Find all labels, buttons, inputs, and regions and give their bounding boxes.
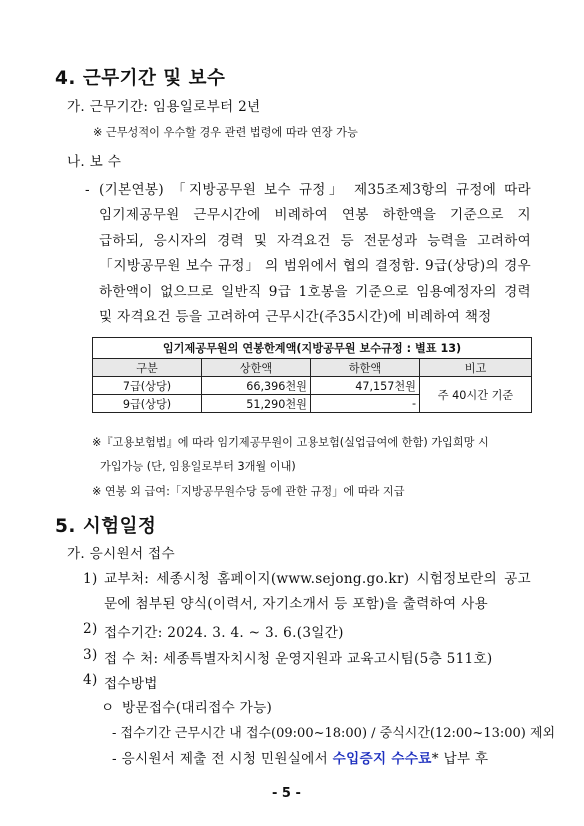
upper-cell: 51,290천원 [202,395,311,413]
grade-cell: 7급(상당) [93,377,202,395]
pay-line: 「지방공무원 보수 규정」 의 범위에서 협의 결정함. 9급(상당)의 경우 [99,258,531,275]
reception-hours: - 접수기간 근무시간 내 접수(09:00~18:00) / 중식시간(12:00~13:00) 제외 [112,726,556,741]
application-label: 가. 응시원서 접수 [67,546,175,562]
work-period-note: ※ 근무성적이 우수할 경우 관련 법령에 따라 연장 가능 [93,126,358,139]
allowance-note: ※ 연봉 외 급여:「지방공무원수당 등에 관한 규정」에 따라 지급 [92,485,405,498]
pay-dash: - [85,182,90,198]
method-bullet: ㅇ [101,700,115,716]
distribution-item [104,567,531,618]
pay-line: 급하되, 응시자의 경력 및 자격요건 등 전문성과 능력을 고려하여 [99,232,531,249]
pay-line: 및 자격요건 등을 고려하여 근무시간(주35시간)에 비례하여 책정 [99,308,492,325]
item-number: 1) [83,571,98,587]
pay-line: (기본연봉) 「지방공무원 보수 규정」 제35조제3항의 규정에 따라 [99,182,531,198]
item-number: 2) [83,621,98,637]
table-header: 상한액 [202,359,311,377]
fee-prefix: - 응시원서 제출 전 시청 민원실에서 [112,751,329,767]
insurance-note-cont: 가입가능 (단, 임용일로부터 3개월 이내) [100,460,296,473]
salary-table-caption: 임기제공무원의 연봉한계액(지방공무원 보수규정 : 별표 13) [93,338,532,359]
salary-table [92,337,532,413]
distribution-line: 문에 첨부된 양식(이력서, 자기소개서 등 포함)을 출력하여 사용 [104,596,488,613]
item-number: 3) [83,647,98,663]
reception-place: 접 수 처: 세종특별자치시청 운영지원과 교육고시팀(5층 511호) [104,651,493,667]
grade-cell: 9급(상당) [93,395,202,413]
item-number: 4) [83,672,98,688]
section-4-title: 4. 근무기간 및 보수 [55,68,226,89]
section-5-title: 5. 시험일정 [55,516,157,537]
pay-label: 나. 보 수 [67,154,122,170]
lower-cell: - [311,395,420,413]
stamp-fee-highlight: 수입증지 수수료 [332,751,432,767]
fee-suffix: * 납부 후 [431,751,489,767]
pay-paragraph [99,178,531,330]
table-header: 하한액 [311,359,420,377]
table-header: 비고 [420,359,532,377]
distribution-line: 교부처: 세종시청 홈페이지(www.sejong.go.kr) 시험정보란의 공고 [104,571,531,587]
upper-cell: 66,396천원 [202,377,311,395]
work-period-label: 가. 근무기간: 임용일로부터 2년 [67,99,261,115]
reception-period: 접수기간: 2024. 3. 4. ~ 3. 6.(3일간) [104,625,344,641]
visit-reception: 방문접수(대리접수 가능) [122,700,273,716]
reception-method: 접수방법 [104,676,158,692]
table-header: 구분 [93,359,202,377]
pay-line: 임기제공무원 근무시간에 비례하여 연봉 하한액을 기준으로 지 [99,207,531,224]
page-number: - 5 - [272,786,301,801]
fee-line [112,747,488,767]
table-row [93,377,532,395]
insurance-note: ※『고용보험법』에 따라 임기제공무원이 고용보험(실업급여에 한함) 가입희망 시 [92,436,489,449]
pay-line: 하한액이 없으므로 일반직 9급 1호봉을 기준으로 임용예정자의 경력 [99,283,531,300]
lower-cell: 47,157천원 [311,377,420,395]
remark-cell: 주 40시간 기준 [420,377,532,413]
